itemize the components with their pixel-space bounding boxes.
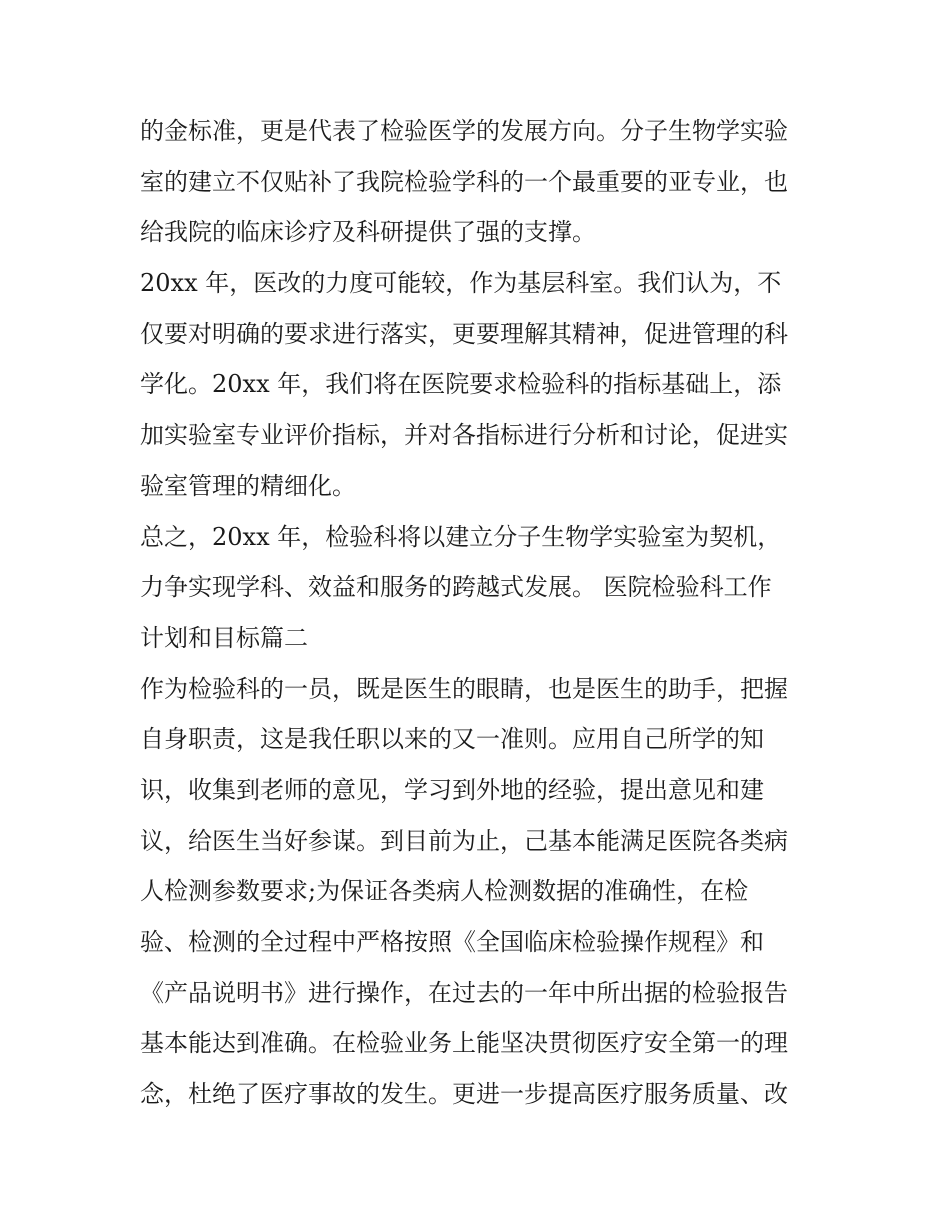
document-body: [140, 106, 820, 1120]
text-line: 加实验室专业评价指标，并对各指标进行分析和讨论，促进实: [140, 421, 788, 450]
text-line: 20xx 年，医改的力度可能较，作为基层科室。我们认为，不: [140, 269, 782, 298]
text-line: 人检测参数要求;为保证各类病人检测数据的准确性，在检: [140, 877, 749, 906]
text-line: 念，杜绝了医疗事故的发生。更进一步提高医疗服务质量、改: [140, 1080, 788, 1109]
text-line: 总之，20xx 年，检验科将以建立分子生物学实验室为契机，: [140, 522, 782, 551]
text-line: 给我院的临床诊疗及科研提供了强的支撑。: [140, 218, 596, 247]
text-line: 验室管理的精细化。: [140, 471, 356, 500]
text-line: 学化。20xx 年，我们将在医院要求检验科的指标基础上，添: [140, 370, 782, 399]
text-line: 计划和目标篇二: [140, 623, 308, 652]
text-line: 仅要对明确的要求进行落实，更要理解其精神，促进管理的科: [140, 319, 788, 348]
text-line: 基本能达到准确。在检验业务上能坚决贯彻医疗安全第一的理: [140, 1029, 788, 1058]
text-line: 《产品说明书》进行操作，在过去的一年中所出据的检验报告: [140, 978, 788, 1007]
text-line: 室的建立不仅贴补了我院检验学科的一个最重要的亚专业，也: [140, 167, 788, 196]
text-line: 议，给医生当好参谋。到目前为止，己基本能满足医院各类病: [140, 826, 788, 855]
text-line: 验、检测的全过程中严格按照《全国临床检验操作规程》和: [140, 928, 764, 956]
text-line: 力争实现学科、效益和服务的跨越式发展。 医院检验科工作: [140, 573, 772, 602]
text-line: 识，收集到老师的意见，学习到外地的经验，提出意见和建: [140, 775, 764, 804]
text-line: 作为检验科的一员，既是医生的眼睛，也是医生的助手，把握: [140, 674, 788, 703]
text-line: 自身职责，这是我任职以来的又一准则。应用自己所学的知: [140, 725, 764, 754]
text-line: 的金标准，更是代表了检验医学的发展方向。分子生物学实验: [140, 117, 788, 145]
